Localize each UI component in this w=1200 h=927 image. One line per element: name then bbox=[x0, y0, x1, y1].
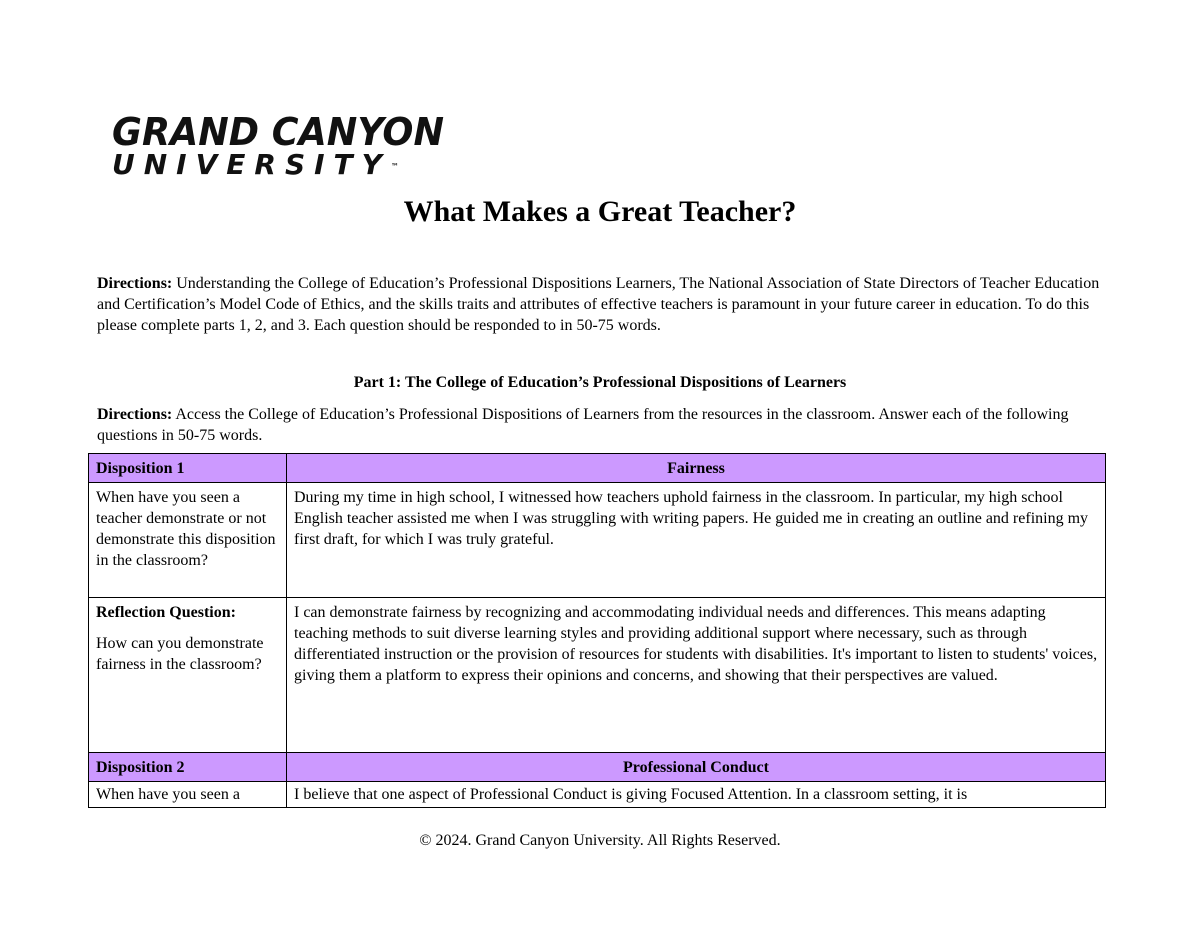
answer-cell[interactable]: I can demonstrate fairness by recognizing and accommodating individual needs and differences. This means adapting teaching methods to suit diverse learning styles and providing additional support where necessary, such as through differentiated instruction or the provision of resources for students with disabilities. It's important to listen to students' voices, giving them a platform to express their opinions and concerns, and showing that their perspectives are valued. bbox=[287, 598, 1106, 753]
university-logo bbox=[112, 110, 444, 181]
answer-cell[interactable]: I believe that one aspect of Professional Conduct is giving Focused Attention. In a classroom setting, it is bbox=[287, 782, 1106, 808]
disposition-1-label: Disposition 1 bbox=[89, 454, 287, 483]
table-row bbox=[89, 483, 1106, 598]
table-row bbox=[89, 598, 1106, 753]
question-cell: When have you seen a teacher demonstrate or not demonstrate this disposition in the classroom? bbox=[89, 483, 287, 598]
table-row-disposition-1-header bbox=[89, 454, 1106, 483]
reflection-question-cell bbox=[89, 598, 287, 753]
logo-trademark: ™ bbox=[390, 162, 399, 171]
table-row-disposition-2-header bbox=[89, 753, 1106, 782]
question-cell: When have you seen a bbox=[89, 782, 287, 808]
dispositions-table bbox=[88, 453, 1106, 808]
logo-line-1: GRAND CANYON bbox=[112, 110, 444, 154]
reflection-question-text: How can you demonstrate fairness in the classroom? bbox=[96, 635, 264, 673]
document-title: What Makes a Great Teacher? bbox=[403, 195, 797, 228]
part1-directions-label: Directions: bbox=[97, 406, 173, 423]
part1-directions bbox=[97, 404, 1107, 446]
copyright-footer: © 2024. Grand Canyon University. All Rights Reserved. bbox=[419, 832, 781, 849]
reflection-question-label: Reflection Question: bbox=[96, 604, 236, 621]
part1-heading: Part 1: The College of Education’s Professional Dispositions of Learners bbox=[353, 374, 847, 391]
part1-directions-text: Access the College of Education’s Professional Dispositions of Learners from the resources in the classroom. Answer each of the following questions in 50-75 words. bbox=[97, 406, 1069, 444]
disposition-2-name: Professional Conduct bbox=[287, 753, 1106, 782]
disposition-2-label: Disposition 2 bbox=[89, 753, 287, 782]
logo-line-2-text: UNIVERSITY bbox=[112, 148, 391, 181]
disposition-1-name: Fairness bbox=[287, 454, 1106, 483]
intro-directions-label: Directions: bbox=[97, 275, 173, 292]
intro-directions-text: Understanding the College of Education’s Professional Dispositions Learners, The National Association of State Directors of Teacher Education and Certification’s Model Code of Ethics, and the skills traits and attributes of effective teachers is paramount in your future career in education. To do this please complete parts 1, 2, and 3. Each question should be responded to in 50-75 words. bbox=[97, 275, 1100, 334]
answer-cell[interactable]: During my time in high school, I witnessed how teachers uphold fairness in the classroom. In particular, my high school English teacher assisted me when I was struggling with writing papers. He guided me in creating an outline and refining my first draft, for which I was truly grateful. bbox=[287, 483, 1106, 598]
table-row bbox=[89, 782, 1106, 808]
logo-line-2 bbox=[112, 150, 432, 180]
intro-directions bbox=[97, 273, 1107, 336]
